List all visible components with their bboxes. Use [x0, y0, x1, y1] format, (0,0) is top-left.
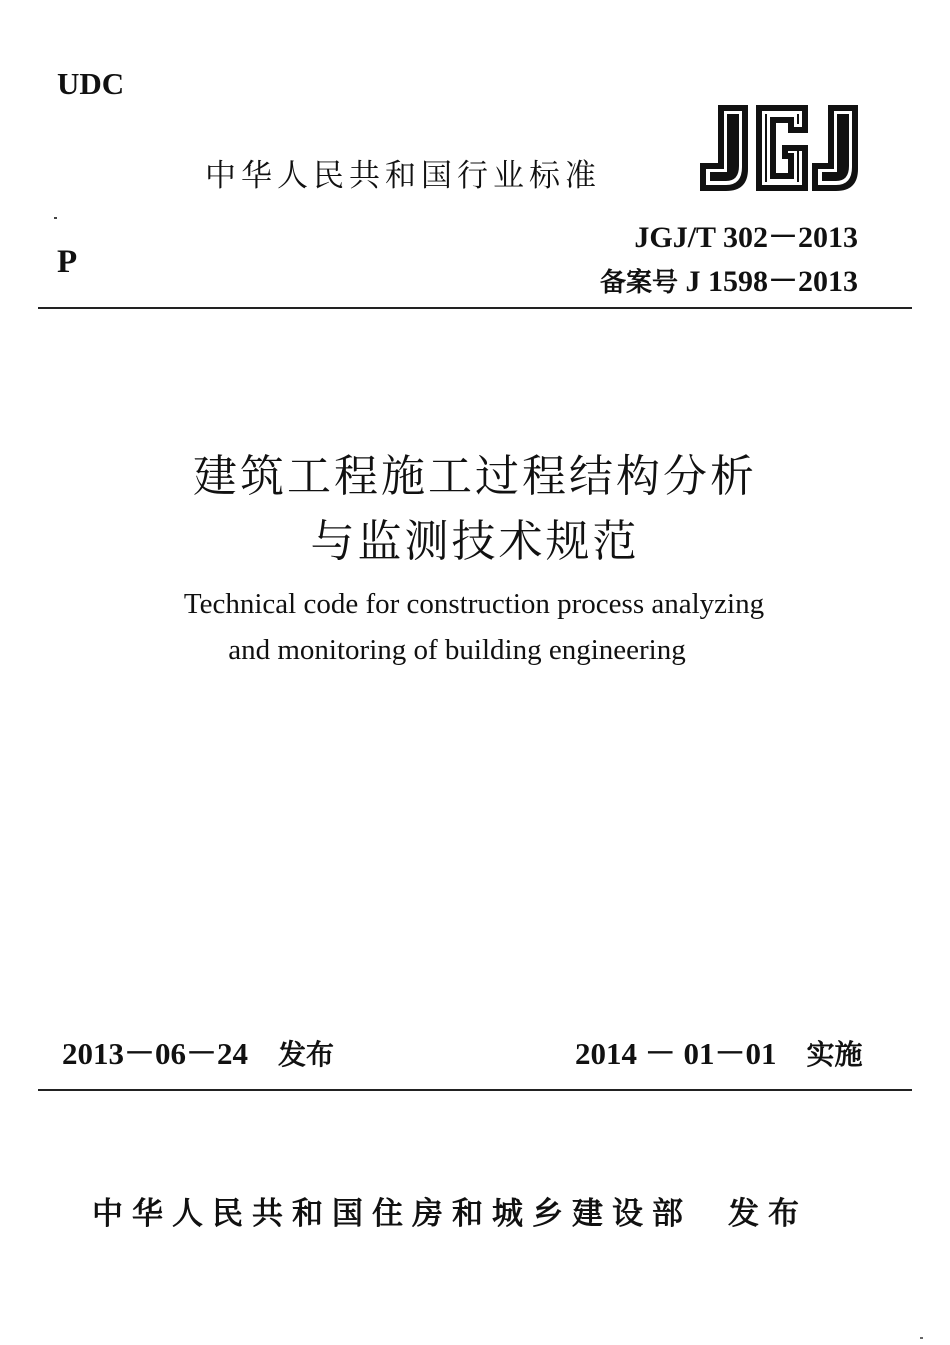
issue-date: [62, 1028, 334, 1073]
category-letter: P: [57, 244, 78, 280]
standard-code: JGJ/T 302－2013: [634, 221, 858, 254]
effective-date: [575, 1028, 863, 1073]
bottom-divider: [38, 1089, 912, 1091]
title-en-line-2: and monitoring of building engineering: [228, 634, 686, 666]
effective-date-value: 2014 － 01－01: [575, 1036, 777, 1071]
issue-date-label: 发布: [278, 1038, 335, 1071]
effective-date-label: 实施: [806, 1038, 863, 1071]
udc-label: UDC: [57, 66, 125, 101]
top-divider: [38, 307, 912, 309]
standard-type-title: 中华人民共和国行业标准: [205, 158, 601, 194]
title-cn-line-2: 与监测技术规范: [310, 516, 640, 567]
record-value: J 1598－2013: [685, 265, 858, 298]
scan-speck-footer: [920, 1337, 923, 1339]
scan-speck: [54, 217, 57, 219]
publisher-name: 中华人民共和国住房和城乡建设部: [92, 1196, 692, 1232]
publisher-line: [92, 1188, 808, 1233]
jgj-logo-icon: [696, 103, 862, 195]
issue-date-value: 2013－06－24: [62, 1036, 248, 1071]
record-number: [600, 256, 858, 300]
record-label: 备案号: [599, 268, 678, 298]
title-en-line-1: Technical code for construction process analyzing: [183, 588, 765, 620]
title-cn-line-1: 建筑工程施工过程结构分析: [193, 451, 757, 502]
publisher-action: 发布: [728, 1196, 808, 1232]
